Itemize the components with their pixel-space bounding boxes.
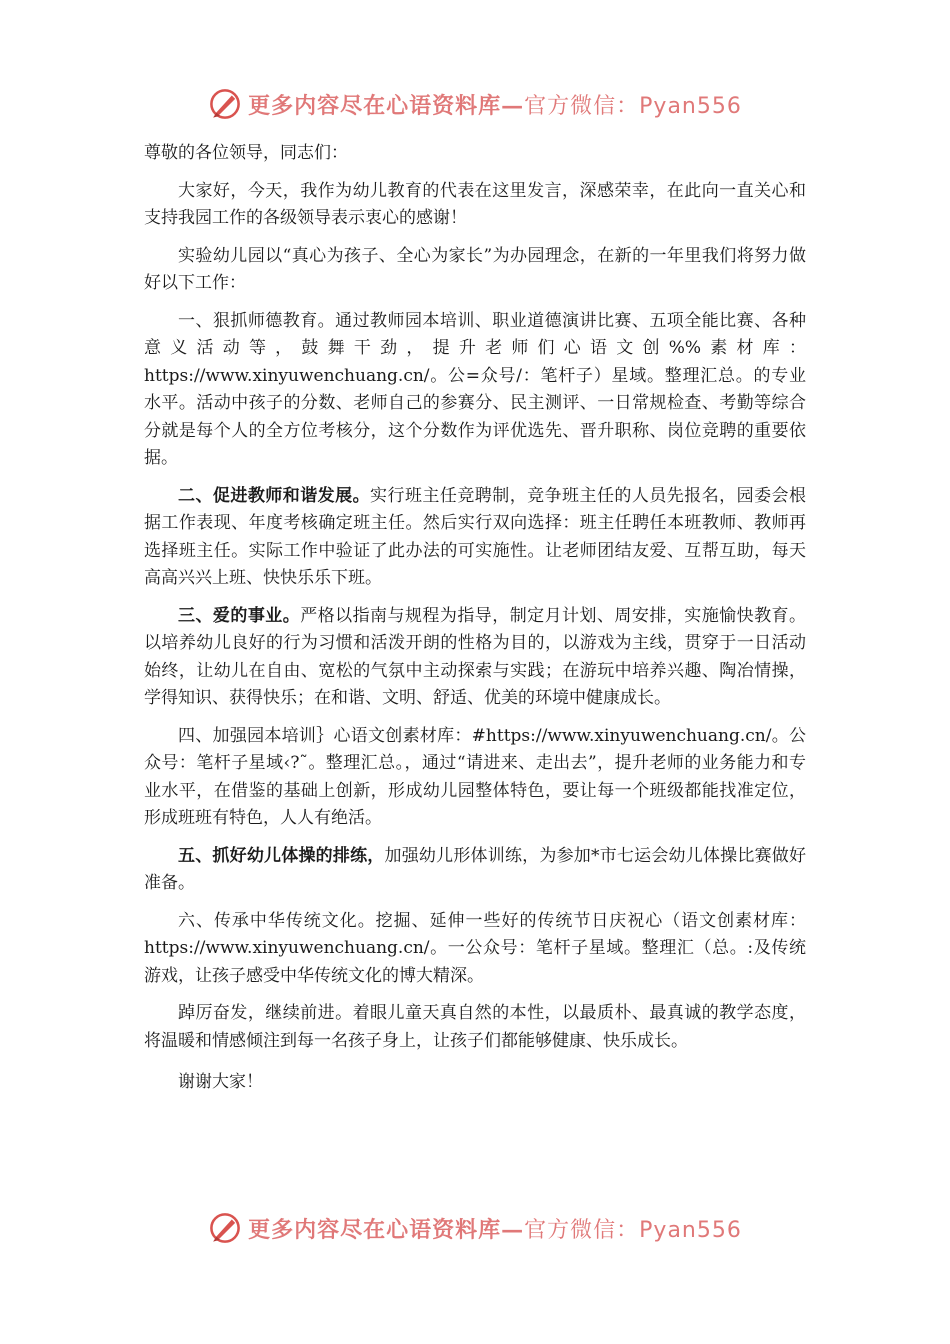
header-banner: [0, 82, 950, 126]
banner-text: 更多内容尽在心语资料库—官方微信：Pyan556: [248, 92, 742, 119]
closing: 谢谢大家！: [178, 1072, 263, 1092]
paragraph: 二、促进教师和谐发展。实行班主任竞聘制，竞争班主任的人员先报名，园委会根据工作表现、年度考核确定班主任。然后实行双向选择：班主任聘任本班教师、教师再选择班主任。实际工作中验证了此办法的可实施性。让老师团结友爱、互帮互助，每天高高兴兴上班、快快乐乐下班。: [144, 485, 807, 588]
paragraph: 踔厉奋发，继续前进。着眼儿童天真自然的本性，以最质朴、最真诚的教学态度，将温暖和情感倾注到每一名孩子身上，让孩子们都能够健康、快乐成长。: [144, 1003, 806, 1051]
document-body: [144, 140, 806, 1107]
pen-logo-icon: [208, 87, 242, 121]
paragraph: 三、爱的事业。严格以指南与规程为指导，制定月计划、周安排，实施愉快教育。以培养幼儿良好的行为习惯和活泼开朗的性格为目的，以游戏为主线，贯穿于一日活动始终，让幼儿在自由、宽松的气氛中主动探索与实践；在游玩中培养兴趣、陶冶情操，学得知识、获得快乐；在和谐、文明、舒适、优美的环境中健康成长。: [144, 605, 807, 708]
section-heading: 二、促进教师和谐发展。: [178, 485, 371, 506]
paragraph: 五、抓好幼儿体操的排练，加强幼儿形体训练，为参加*市七运会幼儿体操比赛做好准备。: [144, 845, 806, 893]
paragraph: 大家好，今天，我作为幼儿教育的代表在这里发言，深感荣幸，在此向一直关心和支持我园工作的各级领导表示衷心的感谢！: [144, 180, 806, 228]
salutation: 尊敬的各位领导，同志们：: [144, 143, 348, 163]
paragraph: 一、狠抓师德教育。通过教师园本培训、职业道德演讲比赛、五项全能比赛、各种意义活动等，鼓舞干劲，提升老师们心语文创%%素材库：https://www.xinyuwenchuang.cn/。公=众号/：笔杆子）星域。整理汇总。的专业水平。活动中孩子的分数、老师自己的参赛分、民主测评、一日常规检查、考勤等综合分就是每个人的全方位考核分，这个分数作为评优选先、晋升职称、岗位竞聘的重要依据。: [144, 310, 806, 468]
pen-logo-icon: [208, 1211, 242, 1245]
paragraph: 四、加强园本培训｝心语文创素材库：#https://www.xinyuwenchuang.cn/。公众号：笔杆子星域‹?˜。整理汇总。，通过“请进来、走出去”，提升老师的业务能力和专业水平，在借鉴的基础上创新，形成幼儿园整体特色，要让每一个班级都能找准定位，形成班班有特色，人人有绝活。: [144, 725, 806, 828]
paragraph: 实验幼儿园以“真心为孩子、全心为家长”为办园理念，在新的一年里我们将努力做好以下工作：: [144, 245, 806, 293]
paragraph: 六、传承中华传统文化。挖掘、延伸一些好的传统节日庆祝心（语文创素材库：https://www.xinyuwenchuang.cn/。一公众号：笔杆子星域。整理汇（总。:及传统游戏，让孩子感受中华传统文化的博大精深。: [144, 910, 806, 986]
section-heading: 三、爱的事业。: [178, 605, 301, 626]
banner-text: 更多内容尽在心语资料库—官方微信：Pyan556: [248, 1216, 742, 1243]
footer-banner: [0, 1206, 950, 1250]
section-heading: 五、抓好幼儿体操的排练，: [178, 845, 385, 866]
